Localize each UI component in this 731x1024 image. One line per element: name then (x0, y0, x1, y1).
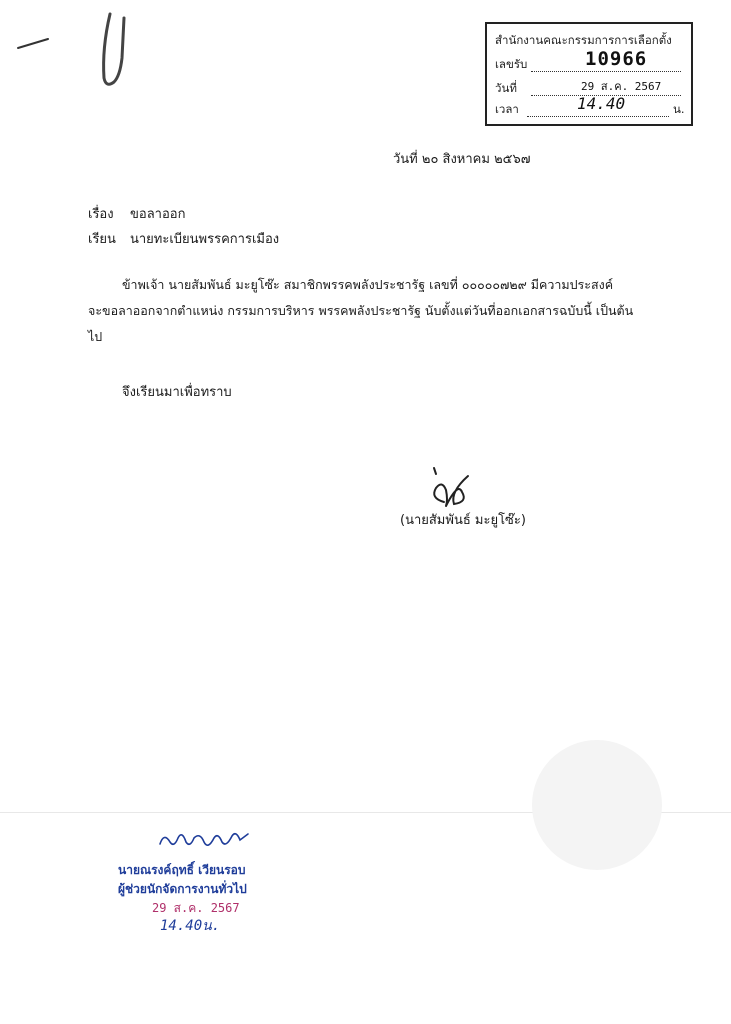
signer-name: (นายสัมพันธ์ มะยูโซ๊ะ) (400, 513, 526, 528)
stamp-time-unit: น. (673, 102, 685, 116)
receipt-date: 29 ส.ค. 2567 (152, 901, 240, 915)
recipient-label: เรียน (88, 232, 116, 247)
recipient-text: นายทะเบียนพรรคการเมือง (130, 232, 280, 247)
stamp-date-label: วันที่ (495, 81, 517, 95)
letter-date: วันที่ ๒๐ สิงหาคม ๒๕๖๗ (393, 152, 531, 167)
body-line-2: จะขอลาออกจากตำแหน่ง กรรมการบริหาร พรรคพลังประชารัฐ นับตั้งแต่วันที่ออกเอกสารฉบับนี้ เป็นต้น (88, 303, 634, 318)
stamp-time-label: เวลา (495, 102, 519, 116)
closing-text: จึงเรียนมาเพื่อทราบ (122, 385, 232, 400)
stamp-date: 29 ส.ค. 2567 (581, 80, 662, 93)
paper-clip-mark (96, 8, 132, 90)
signature (424, 462, 476, 510)
stamp-received-no: 10966 (585, 48, 648, 70)
scan-smudge (532, 740, 662, 870)
receiver-signature (156, 826, 252, 854)
body-line-1: ข้าพเจ้า นายสัมพันธ์ มะยูโซ๊ะ สมาชิกพรรคพลังประชารัฐ เลขที่ ๐๐๐๐๐๗๒๙ มีความประสงค์ (122, 277, 614, 292)
receiver-position: ผู้ช่วยนักจัดการงานทั่วไป (118, 882, 247, 896)
stamp-no-label: เลขรับ (495, 57, 528, 71)
stamp-time: 14.40 (577, 94, 626, 113)
body-line-3: ไป (88, 329, 103, 344)
pen-mark-dash (16, 36, 50, 52)
receiver-name: นายณรงค์ฤทธิ์ เวียนรอบ (118, 863, 246, 877)
subject-text: ขอลาออก (130, 207, 186, 222)
receipt-stamp (485, 22, 693, 126)
stamp-office: สำนักงานคณะกรรมการการเลือกตั้ง (495, 33, 672, 47)
receipt-time: 14.40น. (160, 918, 221, 934)
subject-label: เรื่อง (88, 207, 114, 222)
